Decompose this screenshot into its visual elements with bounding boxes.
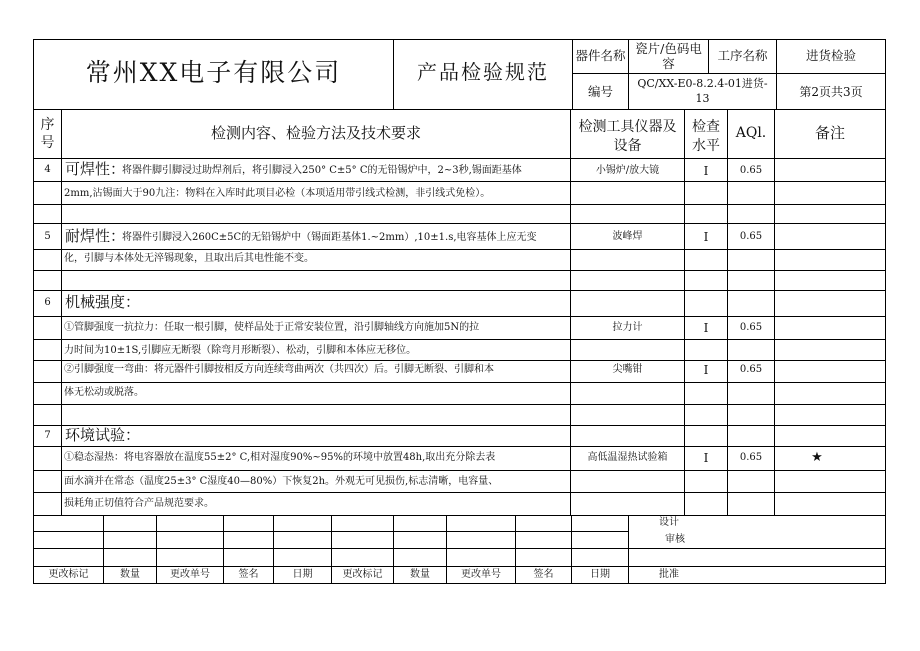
item-6a-aql: 0.65 <box>739 322 763 333</box>
footer-change-no-2: 更改单号 <box>461 569 501 580</box>
page-info: 第2页共3页 <box>799 85 863 99</box>
col-tools-line2: 设备 <box>613 138 642 154</box>
col-seq-line1: 序 <box>40 117 55 133</box>
document-title: 产品检验规范 <box>417 60 549 84</box>
item-5-level: I <box>703 230 709 244</box>
item-6b-level: I <box>703 363 709 377</box>
col-aql: AQl. <box>735 125 767 141</box>
part-name-label: 器件名称 <box>575 48 626 63</box>
company-name: 常州XX电子有限公司 <box>85 58 342 87</box>
item-5-heading: 耐焊性： <box>65 227 126 245</box>
item-6b-text-line2: 体无松动或脱落。 <box>64 387 144 398</box>
item-7-tool: 高低温湿热试验箱 <box>587 452 668 463</box>
item-6a-level: I <box>703 321 709 335</box>
item-7-text-line2: 面水滴并在常态（温度25±3° C湿度40—80%）下恢复2h。外观无可见损伤,标志清晰，电容量、 <box>64 476 499 487</box>
item-6-heading: 机械强度： <box>65 293 141 311</box>
item-7-text-line3: 损耗角正切值符合产品规范要求。 <box>64 498 214 509</box>
footer-date-2: 日期 <box>590 569 610 580</box>
item-5-text-line1: 将器件引脚浸入260C±5C的无铅锡炉中（锡面距基体1.~2mm）,10±1.s,电容基体上应无变 <box>122 232 537 243</box>
footer-change-no-1: 更改单号 <box>170 569 210 580</box>
item-6a-tool: 拉力计 <box>612 322 643 333</box>
code-label: 编号 <box>587 84 613 99</box>
col-tools-line1: 检测工具仪器及 <box>578 119 677 135</box>
part-name-value-line2: 容 <box>662 56 675 71</box>
col-level-line1: 检查 <box>692 119 720 135</box>
item-5-aql: 0.65 <box>739 231 763 242</box>
item-4-tool: 小锡炉/放大镜 <box>595 165 660 176</box>
item-4-level: I <box>703 164 709 178</box>
item-7-no: 7 <box>44 430 51 441</box>
item-6b-aql: 0.65 <box>739 364 763 375</box>
item-6a-text-line2: 力时间为10±1S,引脚应无断裂（除弯月形断裂）、松动，引脚和本体应无移位。 <box>64 345 417 356</box>
item-5-tool: 波峰焊 <box>612 231 643 242</box>
item-6b-text-line1: ②引脚强度一弯曲：将元器件引脚按相反方向连续弯曲两次（共四次）后。引脚无断裂、引脚和本 <box>64 364 494 375</box>
item-6a-text-line1: ①管脚强度一抗拉力：任取一根引脚，使样品处于正常安装位置，沿引脚轴线方向施加5N的拉 <box>64 322 480 333</box>
item-7-level: I <box>703 451 709 465</box>
col-content: 检测内容、检验方法及技术要求 <box>210 124 421 142</box>
footer-change-mark-2: 更改标记 <box>342 569 383 580</box>
footer-sign-2: 签名 <box>533 569 554 580</box>
code-value-line2: 13 <box>695 92 710 105</box>
code-value-line1: QC/XX-E0-8.2.4-01进货- <box>637 77 768 90</box>
item-6b-tool: 尖嘴钳 <box>612 364 643 375</box>
item-4-text-line2: 2mm,沾锡面大于90九注：物料在入库时此项目必检（本项适用带引线式检测，非引线式免检）。 <box>64 188 491 199</box>
footer-change-mark-1: 更改标记 <box>48 569 89 580</box>
footer-design-label: 设计 <box>659 517 679 528</box>
item-7-aql: 0.65 <box>739 452 763 463</box>
item-7-heading: 环境试验： <box>65 426 141 444</box>
footer-review-label: 审核 <box>665 534 685 545</box>
part-name-value-line1: 瓷片/色码电 <box>635 41 702 56</box>
footer-date-1: 日期 <box>292 569 313 580</box>
item-5-text-line2: 化，引脚与本体处无淬锡现象，且取出后其电性能不变。 <box>64 253 314 264</box>
footer-qty-2: 数量 <box>410 569 430 580</box>
item-4-heading: 可焊性： <box>65 160 126 178</box>
process-name-value: 进货检验 <box>805 48 856 63</box>
item-4-aql: 0.65 <box>739 165 763 176</box>
col-level-line2: 水平 <box>692 138 720 154</box>
item-7-text-line1: ①稳态湿热：将电容器放在温度55±2° C,相对湿度90%~95%的环境中放置48h,取出充分除去表 <box>64 452 496 463</box>
col-remark: 备注 <box>814 124 845 142</box>
process-name-label: 工序名称 <box>717 48 768 63</box>
item-7-remark-star: ★ <box>811 450 823 465</box>
item-6-no: 6 <box>44 297 51 308</box>
footer-approve-label: 批准 <box>659 569 679 580</box>
item-4-no: 4 <box>44 164 51 175</box>
item-5-no: 5 <box>44 231 51 242</box>
footer-sign-1: 签名 <box>238 569 259 580</box>
col-seq-line2: 号 <box>40 135 55 151</box>
item-4-text-line1: 将器件脚引脚浸过助焊剂后，将引脚浸入250° C±5° C的无铅锡炉中，2~3秒,锡面距基体 <box>122 165 522 176</box>
footer-qty-1: 数量 <box>120 569 140 580</box>
